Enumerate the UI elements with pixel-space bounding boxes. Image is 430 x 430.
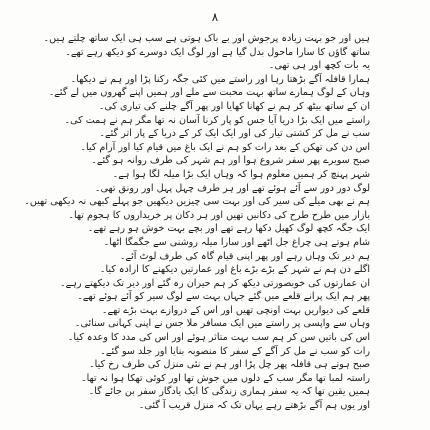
text-line: سب نے مل کر کشتی تیار کی اور ایک ایک کر کے دریا کے پار اتر گئے۔ [99, 128, 370, 140]
text-line: اور یوں ہم آگے بڑھتے رہے یہاں تک کہ منزل قریب آ گئی۔ [138, 400, 370, 412]
text-line: لوگ دور دور سے آئے ہوئے تھے اور ہر طرف چہل پہل اور رونق تھی۔ [94, 182, 370, 194]
text-line: اگلے دن ہم نے شہر کے بڑے بڑے باغ اور عمارتیں دیکھنے کا ارادہ کیا۔ [99, 264, 370, 276]
text-line: ایک جگہ کچھ لوگ کھیل دکھا رہے تھے اور بچے بہت خوش ہو رہے تھے۔ [87, 223, 370, 235]
text-line: ہیں اور جو بہت زیادہ پرجوش اور بے باک ہوتی ہے سب ہی ایک ساتھ چلتے ہیں۔ [43, 33, 370, 44]
text-line: صبح سویرے پھر سفر شروع ہوا اور ہم شہر کی طرف روانہ ہو گئے۔ [91, 155, 370, 167]
text-line: ہمیں یقین تھا کہ یہ سفر ہماری زندگی کا ایک یادگار سفر بن جائے گا۔ [88, 386, 370, 398]
text-line: راستے میں ایک بڑا دریا آیا جس کو پار کرنا آسان نہ تھا مگر ہم نے ہمت کی۔ [64, 114, 370, 126]
text-line: ساتھ گاؤں کا سارا ماحول بدل گیا ہے اور لوگ ایک دوسرے کو دیکھ رہے تھے۔ [65, 46, 370, 58]
text-line: رات کو سب نے مل کر آگے کے سفر کا منصوبہ بنایا اور جلد سو گئے۔ [100, 345, 370, 357]
text-line: قلعے کی دیواریں بہت اونچی تھیں اور اس کے دروازے بہت بڑے تھے۔ [101, 304, 370, 316]
text-line: اس دن کی تھکن کے بعد رات کو ہم نے ایک باغ میں قیام کیا اور آرام کیا۔ [80, 141, 370, 153]
text-line: ہمارا قافلہ آگے بڑھتا رہا اور راستے میں کئی جگہ رکنا پڑا اور ہم نے دیکھا۔ [70, 73, 370, 85]
text-line: پھر ہم ایک پرانے قلعے میں گئے جہاں بہت سے لوگ سیر کو آئے ہوئے تھے۔ [77, 291, 370, 303]
text-line: وہاں کے لوگ ہمارے ساتھ بہت محبت سے ملے اور ہمیں اپنے گھروں میں لے گئے۔ [48, 87, 370, 99]
page-number: ۸ [211, 10, 219, 24]
text-line: اس کی باتیں سن کر ہم سب بہت متاثر ہوئے اور اس کی مدد کا وعدہ کیا۔ [67, 332, 370, 344]
text-line: ان عمارتوں کی خوبصورتی دیکھ کر ہم حیران رہ گئے اور دیر تک دیکھتے رہے۔ [59, 277, 370, 289]
text-line: ان کے ساتھ بیٹھ کر ہم نے کھانا کھایا اور پھر آگے چلنے کی تیاری کی۔ [98, 100, 370, 112]
text-line: ہم نے بھی میلے کی سیر کی اور بہت سی چیزیں دیکھیں جو پہلے کبھی نہ دیکھی تھیں۔ [24, 196, 370, 208]
text-line: ہم دیر تک وہاں رہے اور پھر اپنی قیام گاہ کی طرف لوٹ آئے۔ [119, 250, 370, 262]
text-line: شہر پہنچ کر ہمیں معلوم ہوا کہ وہاں ایک بڑا میلہ لگا ہوا ہے۔ [112, 168, 370, 180]
text-line: راستہ لمبا تھا مگر سب کے دلوں میں جوش تھا اور کوئی تھکا ہوا نہ تھا۔ [80, 372, 370, 384]
text-line: وہاں سے واپسی پر راستے میں ایک مسافر ملا جس نے اپنی کہانی سنائی۔ [74, 318, 370, 330]
text-line: بازار میں طرح طرح کی دکانیں تھیں اور ہر دکان پر خریداروں کا ہجوم تھا۔ [68, 209, 370, 221]
text-line: صبح ہوتے ہی قافلہ پھر چل پڑا اور ہم نے نئی منزل کی طرف رخ کیا۔ [89, 359, 370, 371]
body-text [24, 32, 370, 422]
text-line: شام ہوتے ہی چراغ جل اٹھے اور سارا میلہ روشنی سے جگمگا اٹھا۔ [103, 236, 370, 248]
text-line: یہ بات کچھ اور ہی تھی۔ [268, 60, 370, 72]
